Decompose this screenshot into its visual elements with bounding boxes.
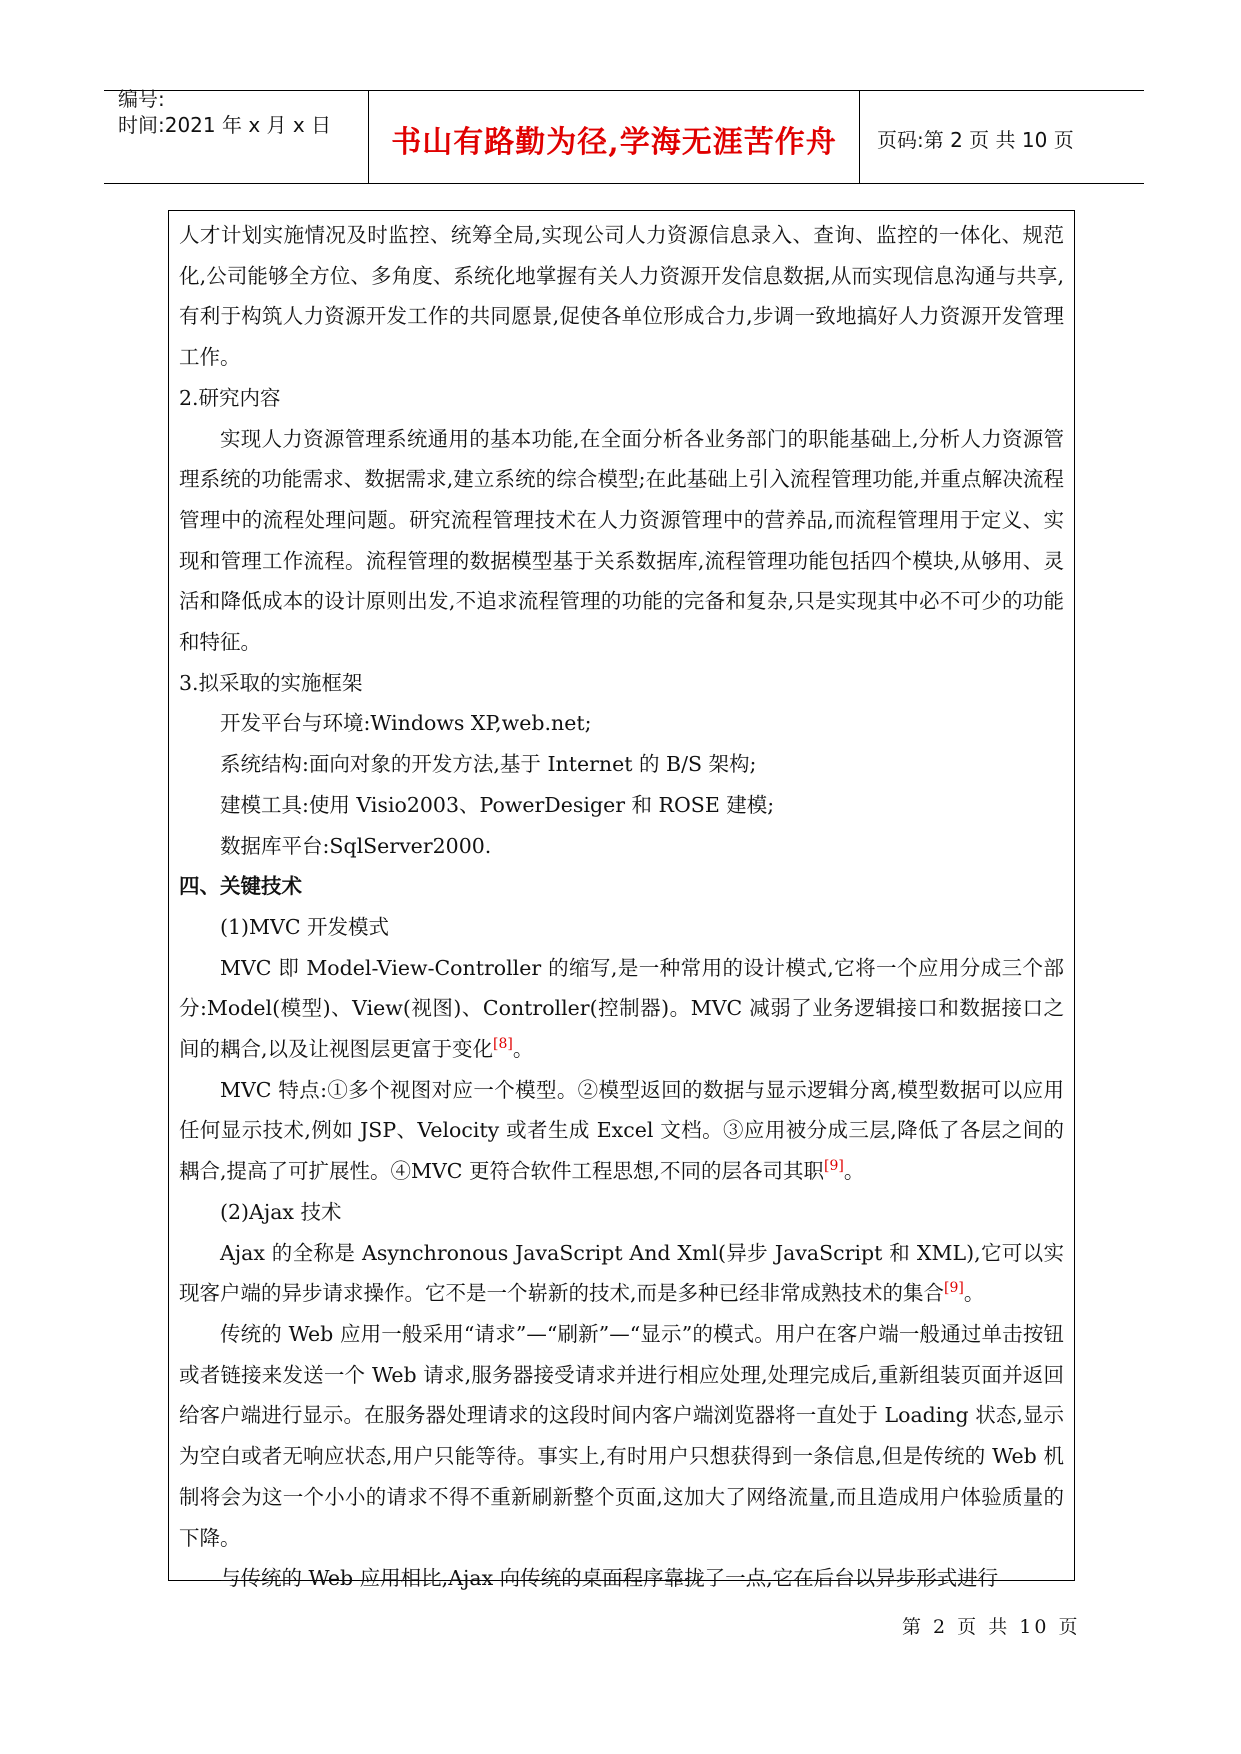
page-header [104,87,1144,184]
paragraph-mvc-features [179,1070,1064,1192]
paragraph-intro-continued: 人才计划实施情况及时监控、统筹全局,实现公司人力资源信息录入、查询、监控的一体化、规范化,公司能够全方位、多角度、系统化地掌握有关人力资源开发信息数据,从而实现信息沟通与共享,有利于构筑人力资源开发工作的共同愿景,促使各单位形成合力,步调一致地搞好人力资源开发管理工作。 [179,223,1064,370]
mvc-definition-end: 。 [512,1037,534,1062]
mvc-features-end: 。 [843,1159,865,1184]
header-motto-cell [368,91,860,183]
section-3-title: 3.拟采取的实施框架 [179,670,363,695]
paragraph-mvc-definition [179,948,1064,1070]
paragraph-ajax-comparison: 与传统的 Web 应用相比,Ajax 向传统的桌面程序靠拢了一点,它在后台以异步形式进行 [220,1566,999,1591]
paragraph-traditional-web: 传统的 Web 应用一般采用“请求”—“刷新”—“显示”的模式。用户在客户端一般通过单击按钮或者链接来发送一个 Web 请求,服务器接受请求并进行相应处理,处理完成后,重新组装页面并返回给客户端进行显示。在服务器处理请求的这段时间内客户端浏览器将一直处于 Loading 状态,显示为空白或者无响应状态,用户只能等待。事实上,有时用户只想获得到一条信息,但是传统的 Web 机制将会为这一个小小的请求不得不重新刷新整个页面,这加大了网络流量,而且造成用户体验质量的下降。 [179,1321,1064,1550]
section-2-title: 2.研究内容 [179,385,281,410]
citation-9-second[interactable]: [9] [944,1280,964,1297]
document-time-label: 时间:2021 年 x 月 x 日 [118,113,332,137]
ajax-definition-end: 。 [963,1281,985,1306]
mvc-definition-text: MVC 即 Model-View-Controller 的缩写,是一种常用的设计模式,它将一个应用分成三个部分:Model(模型)、View(视图)、Controller(控制器)。MVC 减弱了业务逻辑接口和数据接口之间的耦合,以及让视图层更富于变化 [179,955,1064,1062]
header-page-number: 页码:第 2 页 共 10 页 [877,128,1074,152]
ajax-title: (2)Ajax 技术 [220,1199,342,1224]
env-platform: 开发平台与环境:Windows XP,web.net; [220,711,592,736]
page-footer: 第 2 页 共 10 页 [902,1616,1081,1638]
ajax-definition-text: Ajax 的全称是 Asynchronous JavaScript And Xml(异步 JavaScript 和 XML),它可以实现客户端的异步请求操作。它不是一个崭新的技术,而是多种已经非常成熟技术的集合 [179,1240,1064,1306]
section-4-title: 四、关键技术 [179,874,302,899]
env-database: 数据库平台:SqlServer2000. [220,833,492,858]
document-number-label: 编号: [118,87,165,111]
header-meta-cell [104,87,368,183]
citation-8[interactable]: [8] [493,1036,513,1053]
mvc-features-text: MVC 特点:①多个视图对应一个模型。②模型返回的数据与显示逻辑分离,模型数据可以应用任何显示技术,例如 JSP、Velocity 或者生成 Excel 文档。③应用被分成三层,降低了各层之间的耦合,提高了可扩展性。④MVC 更符合软件工程思想,不同的层各司其职 [179,1077,1064,1184]
env-modeling-tools: 建模工具:使用 Visio2003、PowerDesiger 和 ROSE 建模; [220,792,775,817]
paragraph-research-content: 实现人力资源管理系统通用的基本功能,在全面分析各业务部门的职能基础上,分析人力资源管理系统的功能需求、数据需求,建立系统的综合模型;在此基础上引入流程管理功能,并重点解决流程管理中的流程处理问题。研究流程管理技术在人力资源管理中的营养品,而流程管理用于定义、实现和管理工作流程。流程管理的数据模型基于关系数据库,流程管理功能包括四个模块,从够用、灵活和降低成本的设计原则出发,不追求流程管理的功能的完备和复杂,只是实现其中必不可少的功能和特征。 [179,426,1064,655]
citation-9[interactable]: [9] [824,1158,844,1175]
content-frame [168,210,1075,1591]
paragraph-ajax-definition [179,1233,1064,1314]
env-architecture: 系统结构:面向对象的开发方法,基于 Internet 的 B/S 架构; [220,752,757,777]
header-page-cell [859,91,1144,183]
mvc-title: (1)MVC 开发模式 [220,914,390,939]
header-motto: 书山有路勤为径,学海无涯苦作舟 [391,125,837,160]
